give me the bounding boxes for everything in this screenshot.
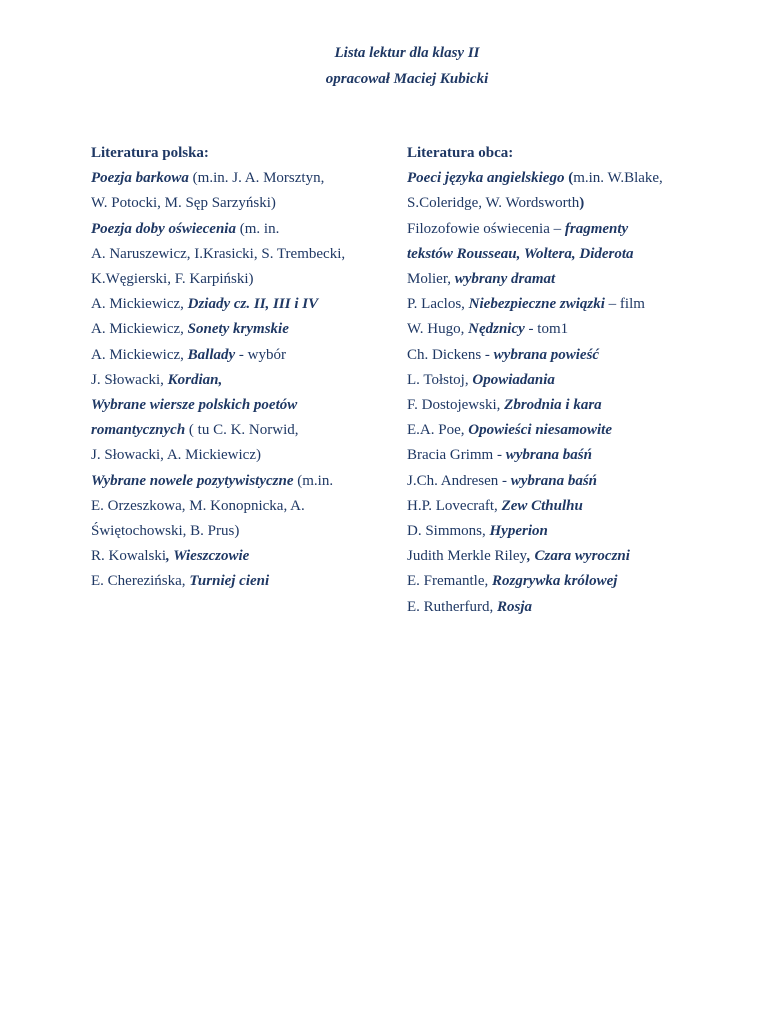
work-title: Hyperion bbox=[489, 523, 548, 540]
work-title: romantycznych bbox=[91, 422, 186, 439]
entry-text: Ch. Dickens - bbox=[407, 346, 494, 363]
reading-list-entry bbox=[91, 292, 391, 317]
reading-list-entry bbox=[407, 418, 737, 443]
reading-list-entry bbox=[407, 595, 737, 620]
entry-text: Judith Merkle Riley bbox=[407, 548, 527, 565]
entry-text: J. Słowacki, A. Mickiewicz) bbox=[91, 447, 261, 464]
entry-text: Literatura polska: bbox=[91, 145, 209, 161]
reading-list-entry bbox=[407, 393, 737, 418]
work-title: fragmenty bbox=[564, 220, 629, 237]
entry-text: F. Dostojewski, bbox=[407, 397, 505, 414]
reading-list-entry bbox=[407, 544, 737, 569]
work-title: Rosja bbox=[496, 598, 532, 615]
reading-list-entry bbox=[91, 217, 391, 242]
reading-list-entry bbox=[91, 191, 391, 216]
entry-text: ) bbox=[579, 195, 585, 212]
document-author: opracował Maciej Kubicki bbox=[325, 71, 489, 87]
reading-list-entry bbox=[91, 267, 391, 292]
reading-list-entry bbox=[91, 494, 391, 519]
entry-text: L. Tołstoj, bbox=[407, 371, 473, 388]
entry-text: D. Simmons, bbox=[407, 523, 490, 540]
entry-text: J. Słowacki, bbox=[91, 371, 168, 388]
section-heading bbox=[407, 141, 737, 166]
reading-list-entry bbox=[91, 242, 391, 267]
work-title: wybrana baśń bbox=[510, 472, 598, 489]
work-title: Sonety krymskie bbox=[187, 321, 289, 338]
entry-text: - tom1 bbox=[524, 321, 569, 338]
reading-list-entry bbox=[407, 317, 737, 342]
entry-text: W. Potocki, M. Sęp Sarzyński) bbox=[91, 195, 276, 212]
entry-text: H.P. Lovecraft, bbox=[407, 497, 502, 514]
reading-list-entry bbox=[91, 166, 391, 191]
entry-text: Literatura obca: bbox=[407, 145, 514, 161]
reading-list-entry bbox=[407, 191, 737, 216]
entry-text: - wybór bbox=[235, 346, 286, 363]
entry-text: Świętochowski, B. Prus) bbox=[91, 523, 240, 540]
work-title: Opowieści niesamowite bbox=[468, 422, 612, 439]
work-title: Wybrane nowele pozytywistyczne bbox=[91, 472, 294, 489]
reading-list-entry bbox=[91, 393, 391, 418]
work-title: Niebezpieczne związki bbox=[468, 296, 605, 313]
work-title: Dziady cz. II, III i IV bbox=[187, 296, 319, 313]
reading-list-entry bbox=[91, 368, 391, 393]
reading-list-entry bbox=[91, 343, 391, 368]
entry-text: Filozofowie oświecenia – bbox=[407, 220, 565, 237]
work-title: Zbrodnia i kara bbox=[504, 397, 602, 414]
reading-list-entry bbox=[91, 569, 391, 594]
entry-text: E. Fremantle, bbox=[407, 573, 492, 590]
reading-list-entry bbox=[407, 242, 737, 267]
work-title: , Czara wyroczni bbox=[527, 548, 630, 565]
entry-text: (m.in. J. A. Morsztyn, bbox=[188, 170, 325, 187]
work-title: Opowiadania bbox=[472, 371, 555, 388]
entry-text: Bracia Grimm - bbox=[407, 447, 506, 464]
entry-text: E.A. Poe, bbox=[407, 422, 469, 439]
entry-text: J.Ch. Andresen - bbox=[407, 472, 511, 489]
work-title: Poezja barkowa bbox=[91, 170, 189, 187]
entry-text: m.in. W.Blake, bbox=[573, 170, 663, 187]
entry-text: Molier, bbox=[407, 271, 455, 288]
entry-text: ( tu C. K. Norwid, bbox=[185, 422, 299, 439]
entry-text: W. Hugo, bbox=[407, 321, 469, 338]
entry-text: E. Rutherfurd, bbox=[407, 598, 497, 615]
entry-text: P. Laclos, bbox=[407, 296, 469, 313]
reading-list-entry bbox=[91, 519, 391, 544]
work-title: Ballady bbox=[187, 346, 236, 363]
reading-list-entry bbox=[91, 544, 391, 569]
work-title: wybrana powieść bbox=[493, 346, 600, 363]
work-title: Kordian, bbox=[167, 371, 223, 388]
reading-list-entry bbox=[407, 569, 737, 594]
document-title: Lista lektur dla klasy II bbox=[334, 45, 480, 61]
reading-list-entry bbox=[91, 443, 391, 468]
entry-text: (m. in. bbox=[235, 220, 280, 237]
work-title: Zew Cthulhu bbox=[501, 497, 583, 514]
reading-list-entry bbox=[407, 443, 737, 468]
work-title: , Wieszczowie bbox=[166, 548, 250, 565]
entry-text: K.Węgierski, F. Karpiński) bbox=[91, 271, 254, 288]
work-title: wybrana baśń bbox=[505, 447, 592, 464]
entry-text: E. Orzeszkowa, M. Konopnicka, A. bbox=[91, 497, 305, 514]
entry-text: A. Mickiewicz, bbox=[91, 321, 188, 338]
section-heading bbox=[91, 141, 391, 166]
work-title: Rozgrywka królowej bbox=[491, 573, 618, 590]
entry-text: – film bbox=[604, 296, 645, 313]
work-title: tekstów Rousseau, Woltera, Diderota bbox=[407, 245, 634, 262]
work-title: Poezja doby oświecenia bbox=[91, 220, 236, 237]
reading-list-entry bbox=[407, 292, 737, 317]
document-header bbox=[0, 40, 768, 92]
reading-list-entry bbox=[407, 217, 737, 242]
reading-list-entry bbox=[91, 418, 391, 443]
reading-list-entry bbox=[407, 469, 737, 494]
reading-list-entry bbox=[91, 317, 391, 342]
work-title: Turniej cieni bbox=[189, 573, 270, 590]
reading-list-entry bbox=[407, 494, 737, 519]
work-title: Nędznicy bbox=[468, 321, 525, 338]
entry-text: ( bbox=[564, 170, 574, 187]
entry-text: S.Coleridge, W. Wordsworth bbox=[407, 195, 580, 212]
work-title: Poeci języka angielskiego bbox=[407, 170, 565, 187]
reading-list-entry bbox=[407, 267, 737, 292]
polish-literature-column bbox=[91, 141, 391, 595]
entry-text: A. Mickiewicz, bbox=[91, 346, 188, 363]
entry-text: E. Cherezińska, bbox=[91, 573, 190, 590]
entry-text: A. Naruszewicz, I.Krasicki, S. Trembecki, bbox=[91, 245, 346, 262]
reading-list-entry bbox=[407, 166, 737, 191]
work-title: Wybrane wiersze polskich poetów bbox=[91, 397, 298, 414]
reading-list-entry bbox=[407, 368, 737, 393]
reading-list-entry bbox=[407, 519, 737, 544]
entry-text: R. Kowalski bbox=[91, 548, 166, 565]
work-title: wybrany dramat bbox=[454, 271, 556, 288]
reading-list-entry bbox=[91, 469, 391, 494]
entry-text: (m.in. bbox=[293, 472, 334, 489]
foreign-literature-column bbox=[407, 141, 737, 620]
reading-list-entry bbox=[407, 343, 737, 368]
entry-text: A. Mickiewicz, bbox=[91, 296, 188, 313]
